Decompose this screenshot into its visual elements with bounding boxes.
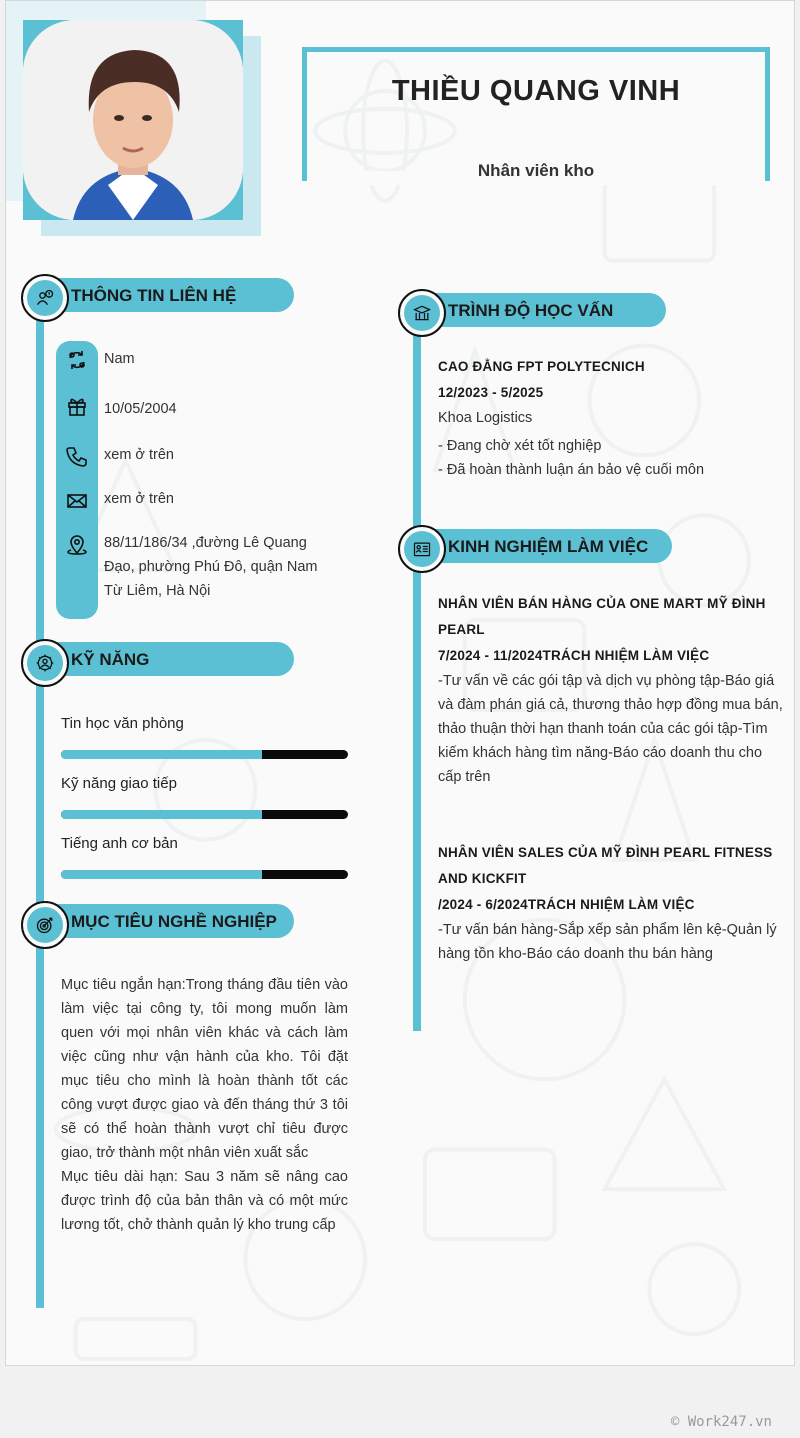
education-note: - Đã hoàn thành luận án bảo vệ cuối môn	[438, 462, 705, 478]
skill-bar	[61, 870, 348, 879]
phone-icon	[64, 444, 90, 470]
objective-title: MỤC TIÊU NGHỀ NGHIỆP	[71, 912, 277, 931]
contact-icon-panel	[56, 341, 98, 619]
gear-person-icon	[27, 645, 63, 681]
contact-info-icon	[27, 280, 63, 316]
objective-short-term: Mục tiêu ngắn hạn:Trong tháng đầu tiên vào làm việc tại công ty, tôi mong muốn làm quen với mọi nhân viên khác và cách làm việc cũng như vận hành của kho. Tôi đặt mục tiêu cho mình là hoàn thành tốt các công vượt được giao và đến tháng thứ 3 tôi sẽ có thể hoàn thành vượt chỉ tiêu được giao, trở thành một nhân viên xuất sắc	[61, 977, 348, 1161]
skill-bar-fill	[61, 750, 262, 759]
experience-entry	[438, 591, 783, 789]
location-icon	[64, 532, 90, 558]
skill-bar	[61, 750, 348, 759]
experience-period-role: /2024 - 6/2024TRÁCH NHIỆM LÀM VIỆC	[438, 897, 695, 912]
skill-bar-fill	[61, 810, 262, 819]
contact-address: 88/11/186/34 ,đường Lê Quang Đạo, phường Phú Đô, quận Nam Từ Liêm, Hà Nội	[104, 535, 318, 599]
contact-phone: xem ở trên	[104, 447, 174, 463]
candidate-name: THIỀU QUANG VINH	[391, 75, 681, 107]
skills-title: KỸ NĂNG	[71, 650, 150, 669]
experience-description: -Tư vấn về các gói tập và dịch vụ phòng tập-Báo giá và đàm phán giá cả, thương thảo hợp đồng mua bán, thảo thuận thời hạn thanh toán của các gói tập-Tìm kiếm khách hàng tìm năng-Báo cáo doanh thu cho cấp trên	[438, 673, 783, 785]
gender-icon	[64, 347, 90, 373]
skill-bar	[61, 810, 348, 819]
skill-label: Tiếng anh cơ bản	[61, 835, 178, 852]
experience-description: -Tư vấn bán hàng-Sắp xếp sản phẩm lên kệ-Quản lý hàng tồn kho-Báo cáo doanh thu bán hàng	[438, 922, 777, 962]
education-note: - Đang chờ xét tốt nghiệp	[438, 438, 602, 454]
experience-title: KINH NGHIỆM LÀM VIỆC	[448, 537, 649, 556]
education-entry	[438, 354, 783, 482]
experience-period-role: 7/2024 - 11/2024TRÁCH NHIỆM LÀM VIỆC	[438, 648, 710, 663]
gift-icon	[64, 393, 90, 419]
left-timeline-bar	[36, 295, 44, 1308]
right-timeline-bar	[413, 321, 421, 1031]
school-icon	[404, 295, 440, 331]
job-title: Nhân viên kho	[477, 161, 595, 180]
mail-icon	[64, 488, 90, 514]
contact-gender: Nam	[104, 351, 135, 367]
contact-birthday: 10/05/2004	[104, 401, 177, 417]
contact-title: THÔNG TIN LIÊN HỆ	[71, 286, 237, 305]
watermark: © Work247.vn	[670, 1414, 772, 1430]
experience-company: NHÂN VIÊN BÁN HÀNG CỦA ONE MART MỸ ĐÌNH PEARL	[438, 596, 766, 637]
contact-email: xem ở trên	[104, 491, 174, 507]
objective-long-term: Mục tiêu dài hạn: Sau 3 năm sẽ nâng cao được trình độ của bản thân và có một mức lương tốt, chở thành quản lý kho trung cấp	[61, 1169, 348, 1233]
education-period: 12/2023 - 5/2025	[438, 385, 544, 400]
education-title: TRÌNH ĐỘ HỌC VẤN	[448, 301, 614, 320]
resume-icon	[404, 531, 440, 567]
education-major: Khoa Logistics	[438, 410, 533, 426]
skill-label: Tin học văn phòng	[61, 715, 184, 732]
cv-page	[5, 0, 795, 1366]
experience-company: NHÂN VIÊN SALES CỦA MỸ ĐÌNH PEARL FITNESS AND KICKFIT	[438, 845, 773, 886]
objective-text	[61, 973, 348, 1237]
skill-bar-fill	[61, 870, 262, 879]
target-icon	[27, 907, 63, 943]
skill-label: Kỹ năng giao tiếp	[61, 775, 177, 792]
experience-entry	[438, 840, 783, 966]
avatar	[23, 20, 243, 220]
education-school: CAO ĐẲNG FPT POLYTECNICH	[438, 359, 645, 374]
